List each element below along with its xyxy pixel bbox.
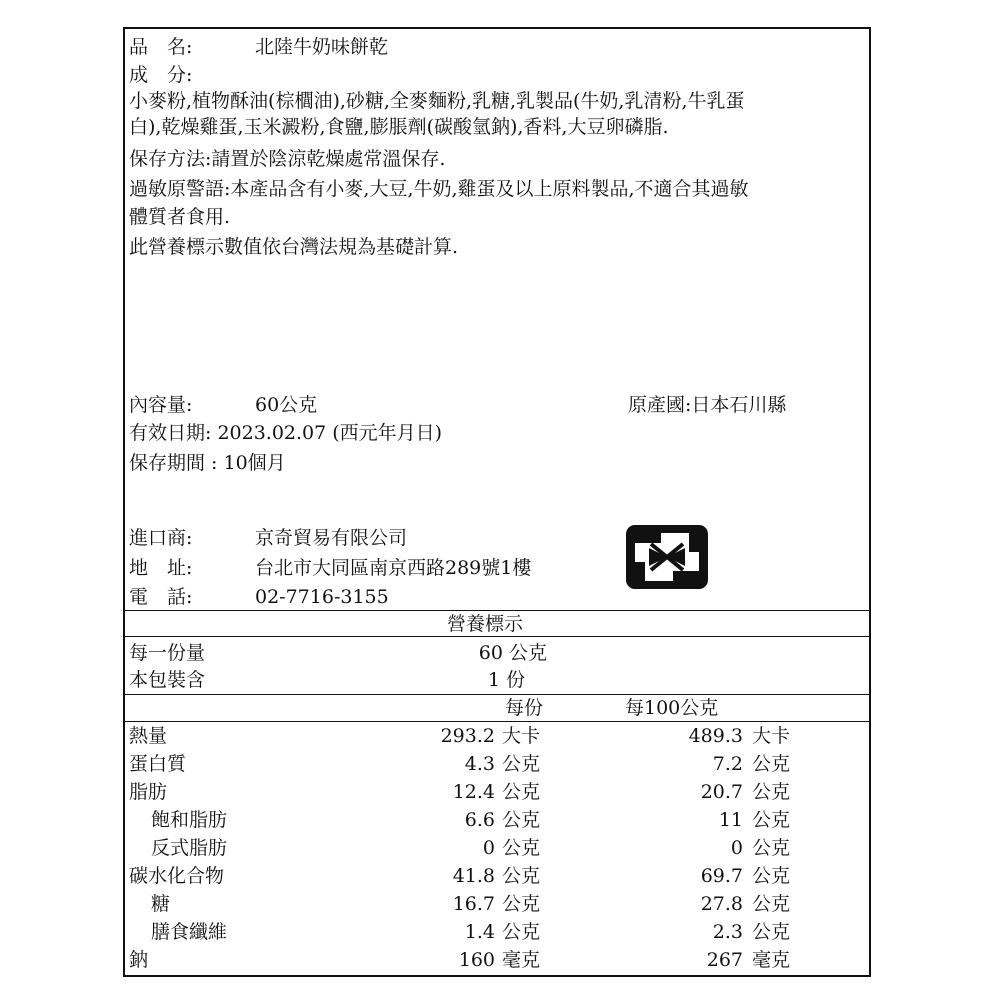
nutrient-per-serving: 1.4 xyxy=(464,921,495,943)
nutrient-name: 碳水化合物 xyxy=(129,865,225,887)
expiry-date: 有效日期: 2023.02.07 (西元年月日) xyxy=(129,422,443,444)
nutrient-per-serving: 6.6 xyxy=(464,809,495,831)
nutrient-unit-per-100g: 公克 xyxy=(752,781,791,803)
nutrient-name: 反式脂肪 xyxy=(151,837,228,859)
nutrient-unit-per-100g: 公克 xyxy=(752,893,791,915)
shelf-life: 保存期間 : 10個月 xyxy=(129,452,286,474)
content-key: 內容量: xyxy=(129,394,193,416)
col-per-100g: 每100公克 xyxy=(625,697,719,719)
serving-size-label: 每一份量 xyxy=(129,642,206,664)
nutrient-unit-per-serving: 大卡 xyxy=(502,725,541,747)
servings-per-package-label: 本包裝含 xyxy=(129,669,206,691)
nutrient-name: 膳食纖維 xyxy=(151,921,228,943)
address-key: 地 址: xyxy=(129,557,193,579)
allergen-line-1: 過敏原警語:本產品含有小麥,大豆,牛奶,雞蛋及以上原料製品,不適合其過敏 xyxy=(129,178,749,200)
divider xyxy=(125,636,869,637)
nutrition-title: 營養標示 xyxy=(446,613,523,635)
phone-key: 電 話: xyxy=(129,586,193,608)
nutrient-name: 飽和脂肪 xyxy=(151,809,228,831)
ingredients-line-1: 小麥粉,植物酥油(棕櫚油),砂糖,全麥麵粉,乳糖,乳製品(牛奶,乳清粉,牛乳蛋 xyxy=(129,90,745,112)
nutrient-per-100g: 20.7 xyxy=(700,781,743,803)
nutrient-per-100g: 489.3 xyxy=(688,725,743,747)
nutrient-name: 糖 xyxy=(151,893,171,915)
nutrient-unit-per-100g: 公克 xyxy=(752,753,791,775)
nutrient-per-serving: 0 xyxy=(482,837,495,859)
product-label xyxy=(123,27,871,977)
nutrient-per-serving: 41.8 xyxy=(452,865,495,887)
product-name-key: 品 名: xyxy=(129,36,193,58)
nutrient-unit-per-serving: 公克 xyxy=(502,837,541,859)
nutrient-per-100g: 267 xyxy=(706,949,743,971)
nutrient-unit-per-100g: 公克 xyxy=(752,837,791,859)
servings-per-package-value: 1 份 xyxy=(488,669,526,691)
nutrient-unit-per-100g: 大卡 xyxy=(752,725,791,747)
nutrient-per-100g: 11 xyxy=(718,809,743,831)
nutrient-unit-per-serving: 公克 xyxy=(502,809,541,831)
nutrient-unit-per-100g: 公克 xyxy=(752,809,791,831)
nutrient-unit-per-100g: 公克 xyxy=(752,865,791,887)
content-value: 60公克 xyxy=(255,394,318,416)
nutrient-unit-per-serving: 公克 xyxy=(502,893,541,915)
product-name: 北陸牛奶味餅乾 xyxy=(255,36,389,58)
storage-method: 保存方法:請置於陰涼乾燥處常溫保存. xyxy=(129,148,446,170)
allergen-line-2: 體質者食用. xyxy=(129,206,231,228)
address-value: 台北市大同區南京西路289號1樓 xyxy=(255,557,532,579)
nutrient-per-100g: 7.2 xyxy=(712,753,743,775)
divider xyxy=(125,694,869,695)
nutrient-unit-per-serving: 毫克 xyxy=(502,949,541,971)
importer-value: 京奇貿易有限公司 xyxy=(255,527,408,549)
nutrient-unit-per-serving: 公克 xyxy=(502,753,541,775)
recycle-icon xyxy=(625,524,709,590)
nutrient-name: 脂肪 xyxy=(129,781,168,803)
nutrient-per-100g: 69.7 xyxy=(700,865,743,887)
divider xyxy=(125,610,869,611)
ingredients-line-2: 白),乾燥雞蛋,玉米澱粉,食鹽,膨脹劑(碳酸氫鈉),香料,大豆卵磷脂. xyxy=(129,116,669,138)
nutrient-name: 蛋白質 xyxy=(129,753,187,775)
nutrient-per-serving: 160 xyxy=(458,949,495,971)
nutrient-unit-per-100g: 公克 xyxy=(752,921,791,943)
nutrition-basis-note: 此營養標示數值依台灣法規為基礎計算. xyxy=(129,236,459,258)
ingredients-key: 成 分: xyxy=(129,64,193,86)
importer-key: 進口商: xyxy=(129,527,193,549)
nutrient-per-100g: 0 xyxy=(730,837,743,859)
nutrient-per-serving: 4.3 xyxy=(464,753,495,775)
nutrient-per-100g: 27.8 xyxy=(700,893,743,915)
nutrient-per-serving: 293.2 xyxy=(440,725,495,747)
nutrient-per-serving: 12.4 xyxy=(452,781,495,803)
divider xyxy=(125,721,869,722)
nutrient-name: 熱量 xyxy=(129,725,168,747)
nutrient-unit-per-serving: 公克 xyxy=(502,781,541,803)
nutrient-per-100g: 2.3 xyxy=(712,921,743,943)
nutrient-unit-per-serving: 公克 xyxy=(502,865,541,887)
serving-size-value: 60 公克 xyxy=(478,642,547,664)
nutrient-name: 鈉 xyxy=(129,949,149,971)
country-of-origin: 原產國:日本石川縣 xyxy=(628,394,787,416)
nutrient-unit-per-100g: 毫克 xyxy=(752,949,791,971)
nutrient-unit-per-serving: 公克 xyxy=(502,921,541,943)
nutrient-per-serving: 16.7 xyxy=(452,893,495,915)
col-per-serving: 每份 xyxy=(505,697,544,719)
phone-value: 02-7716-3155 xyxy=(255,586,389,608)
